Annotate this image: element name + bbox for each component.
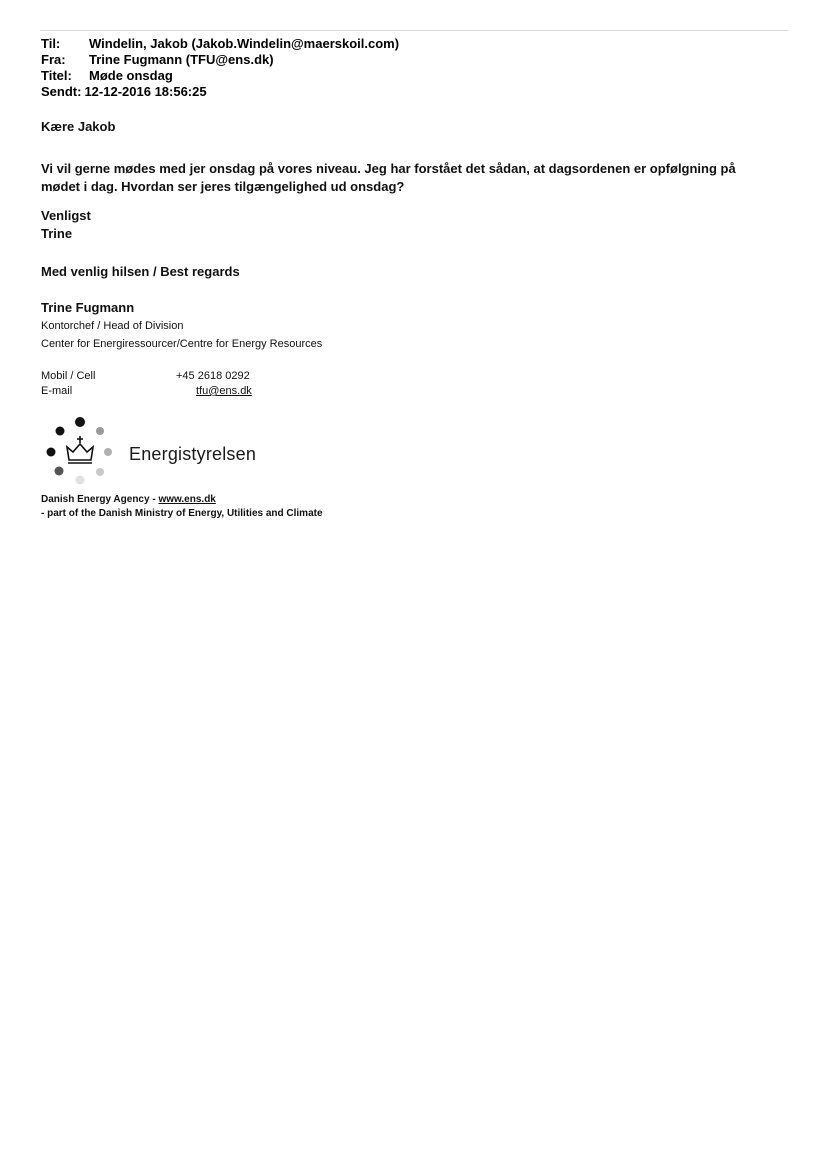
from-label: Fra: <box>41 52 66 67</box>
email-header <box>41 36 399 100</box>
to-label: Til: <box>41 36 61 51</box>
sent-label: Sendt: <box>41 84 82 99</box>
email-row <box>41 384 252 399</box>
contact-block <box>41 369 252 399</box>
email-link[interactable]: tfu@ens.dk <box>196 385 252 397</box>
to-value: Windelin, Jakob (Jakob.Windelin@maerskoil.com) <box>89 36 400 51</box>
logo-wordmark: Energistyrelsen <box>129 444 257 464</box>
signature-department: Center for Energiressourcer/Centre for Energy Resources <box>41 338 323 350</box>
mobile-label: Mobil / Cell <box>41 370 96 382</box>
sent-row <box>41 84 399 100</box>
logo-dot <box>96 468 104 476</box>
greeting: Kære Jakob <box>41 119 116 134</box>
closing <box>41 207 781 243</box>
crown-icon <box>67 436 93 463</box>
closing-line-2: Trine <box>41 226 73 241</box>
logo-dot <box>56 427 65 436</box>
logo-dot <box>76 476 85 485</box>
footer <box>41 493 323 521</box>
subject-value: Møde onsdag <box>89 68 173 83</box>
subject-row <box>41 68 399 84</box>
agency-line <box>41 493 323 507</box>
from-row <box>41 52 399 68</box>
logo-dot <box>104 448 112 456</box>
closing-line-1: Venligst <box>41 208 91 223</box>
sent-value: 12-12-2016 18:56:25 <box>84 84 207 99</box>
to-row <box>41 36 399 52</box>
agency-prefix: Danish Energy Agency - <box>41 494 159 505</box>
message-body: Vi vil gerne mødes med jer onsdag på vores niveau. Jeg har forstået det sådan, at dagsordenen er opfølgning på mødet i dag. Hvordan ser jeres tilgængelighed ud onsdag? <box>41 161 736 194</box>
mobile-value: +45 2618 0292 <box>176 370 250 382</box>
top-divider <box>40 30 788 31</box>
from-value: Trine Fugmann (TFU@ens.dk) <box>89 52 274 67</box>
agency-website-link[interactable]: www.ens.dk <box>158 494 216 505</box>
signature-title: Kontorchef / Head of Division <box>41 320 184 332</box>
logo-dot <box>55 467 64 476</box>
regards-line: Med venlig hilsen / Best regards <box>41 264 240 279</box>
email-label: E-mail <box>41 385 73 397</box>
signature-name: Trine Fugmann <box>41 300 135 315</box>
logo-dot <box>47 448 56 457</box>
ministry-line: - part of the Danish Ministry of Energy, Utilities and Climate <box>41 508 323 519</box>
logo-graphic <box>40 414 130 490</box>
subject-label: Titel: <box>41 68 72 83</box>
logo-dot <box>96 427 104 435</box>
logo-dot <box>75 417 85 427</box>
mobile-row <box>41 369 252 384</box>
